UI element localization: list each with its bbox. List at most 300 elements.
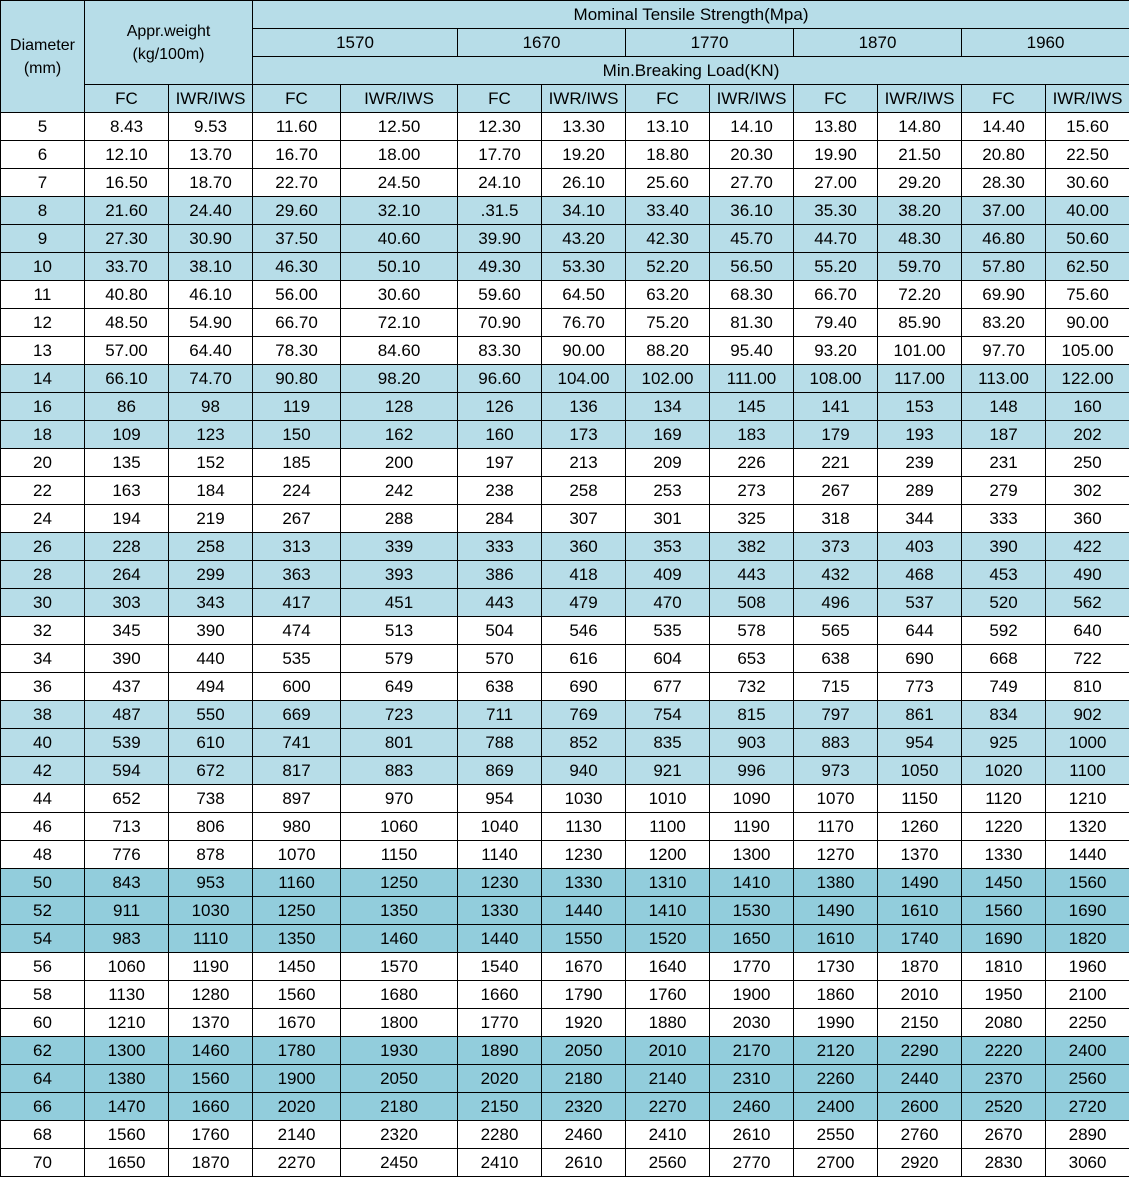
value-cell: 202	[1046, 421, 1129, 449]
value-cell: 27.70	[710, 169, 794, 197]
value-cell: 2310	[710, 1065, 794, 1093]
value-cell: 1950	[962, 981, 1046, 1009]
diameter-header	[1, 1, 85, 113]
value-cell: .31.5	[458, 197, 542, 225]
value-cell: 26.10	[542, 169, 626, 197]
value-cell: 487	[85, 701, 169, 729]
value-cell: 1770	[458, 1009, 542, 1037]
value-cell: 160	[458, 421, 542, 449]
value-cell: 2020	[458, 1065, 542, 1093]
table-row	[1, 841, 1129, 869]
table-row	[1, 197, 1129, 225]
value-cell: 1860	[794, 981, 878, 1009]
value-cell: 1410	[710, 869, 794, 897]
value-cell: 550	[169, 701, 253, 729]
value-cell: 64.40	[169, 337, 253, 365]
diameter-cell: 11	[1, 281, 85, 309]
diameter-cell: 50	[1, 869, 85, 897]
value-cell: 1250	[341, 869, 458, 897]
value-cell: 496	[794, 589, 878, 617]
table-row	[1, 365, 1129, 393]
value-cell: 1880	[626, 1009, 710, 1037]
table-row	[1, 897, 1129, 925]
value-cell: 13.70	[169, 141, 253, 169]
diameter-cell: 56	[1, 953, 85, 981]
value-cell: 1560	[962, 897, 1046, 925]
table-row	[1, 869, 1129, 897]
value-cell: 104.00	[542, 365, 626, 393]
value-cell: 74.70	[169, 365, 253, 393]
diameter-cell: 40	[1, 729, 85, 757]
value-cell: 134	[626, 393, 710, 421]
value-cell: 83.30	[458, 337, 542, 365]
table-row	[1, 337, 1129, 365]
value-cell: 313	[253, 533, 341, 561]
value-cell: 494	[169, 673, 253, 701]
value-cell: 1650	[710, 925, 794, 953]
value-cell: 59.70	[878, 253, 962, 281]
value-cell: 2250	[1046, 1009, 1129, 1037]
value-cell: 194	[85, 505, 169, 533]
value-cell: 267	[794, 477, 878, 505]
value-cell: 738	[169, 785, 253, 813]
diameter-cell: 70	[1, 1149, 85, 1177]
value-cell: 1570	[341, 953, 458, 981]
value-cell: 333	[458, 533, 542, 561]
breaking-load-header: Min.Breaking Load(KN)	[253, 57, 1129, 85]
value-cell: 579	[341, 645, 458, 673]
table-row	[1, 729, 1129, 757]
value-cell: 35.30	[794, 197, 878, 225]
value-cell: 1730	[794, 953, 878, 981]
value-cell: 1070	[794, 785, 878, 813]
value-cell: 1200	[626, 841, 710, 869]
table-row	[1, 393, 1129, 421]
value-cell: 1740	[878, 925, 962, 953]
value-cell: 52.20	[626, 253, 710, 281]
value-cell: 14.10	[710, 113, 794, 141]
value-cell: 50.10	[341, 253, 458, 281]
value-cell: 2560	[626, 1149, 710, 1177]
fc-header-1670: FC	[458, 85, 542, 113]
value-cell: 1030	[542, 785, 626, 813]
value-cell: 2270	[253, 1149, 341, 1177]
diameter-cell: 18	[1, 421, 85, 449]
value-cell: 1150	[341, 841, 458, 869]
iwr-header-1870: IWR/IWS	[878, 85, 962, 113]
value-cell: 109	[85, 421, 169, 449]
value-cell: 238	[458, 477, 542, 505]
value-cell: 1450	[253, 953, 341, 981]
value-cell: 490	[1046, 561, 1129, 589]
value-cell: 185	[253, 449, 341, 477]
value-cell: 2460	[710, 1093, 794, 1121]
value-cell: 1070	[253, 841, 341, 869]
value-cell: 15.60	[1046, 113, 1129, 141]
value-cell: 668	[962, 645, 1046, 673]
value-cell: 1660	[458, 981, 542, 1009]
value-cell: 797	[794, 701, 878, 729]
value-cell: 1030	[169, 897, 253, 925]
table-row	[1, 421, 1129, 449]
grade-header-1570: 1570	[253, 29, 458, 57]
value-cell: 1380	[85, 1065, 169, 1093]
diameter-cell: 44	[1, 785, 85, 813]
value-cell: 63.20	[626, 281, 710, 309]
grade-header-1870: 1870	[794, 29, 962, 57]
diameter-cell: 32	[1, 617, 85, 645]
value-cell: 111.00	[710, 365, 794, 393]
value-cell: 3060	[1046, 1149, 1129, 1177]
value-cell: 68.30	[710, 281, 794, 309]
value-cell: 43.20	[542, 225, 626, 253]
value-cell: 39.90	[458, 225, 542, 253]
value-cell: 1260	[878, 813, 962, 841]
value-cell: 834	[962, 701, 1046, 729]
diameter-cell: 16	[1, 393, 85, 421]
value-cell: 1040	[458, 813, 542, 841]
value-cell: 122.00	[1046, 365, 1129, 393]
value-cell: 1440	[542, 897, 626, 925]
value-cell: 1350	[253, 925, 341, 953]
value-cell: 1690	[962, 925, 1046, 953]
value-cell: 12.30	[458, 113, 542, 141]
value-cell: 101.00	[878, 337, 962, 365]
value-cell: 373	[794, 533, 878, 561]
value-cell: 126	[458, 393, 542, 421]
weight-fc-header: FC	[85, 85, 169, 113]
value-cell: 12.10	[85, 141, 169, 169]
value-cell: 2170	[710, 1037, 794, 1065]
value-cell: 29.60	[253, 197, 341, 225]
value-cell: 84.60	[341, 337, 458, 365]
value-cell: 119	[253, 393, 341, 421]
table-row	[1, 141, 1129, 169]
value-cell: 2140	[626, 1065, 710, 1093]
value-cell: 903	[710, 729, 794, 757]
value-cell: 535	[253, 645, 341, 673]
diameter-cell: 26	[1, 533, 85, 561]
diameter-cell: 24	[1, 505, 85, 533]
value-cell: 2100	[1046, 981, 1129, 1009]
value-cell: 258	[542, 477, 626, 505]
value-cell: 2030	[710, 1009, 794, 1037]
value-cell: 2600	[878, 1093, 962, 1121]
value-cell: 610	[169, 729, 253, 757]
value-cell: 1100	[626, 813, 710, 841]
value-cell: 102.00	[626, 365, 710, 393]
value-cell: 513	[341, 617, 458, 645]
value-cell: 843	[85, 869, 169, 897]
table-row	[1, 533, 1129, 561]
value-cell: 1090	[710, 785, 794, 813]
value-cell: 98	[169, 393, 253, 421]
value-cell: 801	[341, 729, 458, 757]
value-cell: 520	[962, 589, 1046, 617]
value-cell: 715	[794, 673, 878, 701]
value-cell: 443	[458, 589, 542, 617]
value-cell: 19.20	[542, 141, 626, 169]
table-header	[1, 1, 1129, 113]
value-cell: 983	[85, 925, 169, 953]
value-cell: 1330	[962, 841, 1046, 869]
value-cell: 86	[85, 393, 169, 421]
value-cell: 1110	[169, 925, 253, 953]
value-cell: 422	[1046, 533, 1129, 561]
value-cell: 9.53	[169, 113, 253, 141]
value-cell: 184	[169, 477, 253, 505]
value-cell: 468	[878, 561, 962, 589]
value-cell: 604	[626, 645, 710, 673]
value-cell: 1900	[253, 1065, 341, 1093]
value-cell: 183	[710, 421, 794, 449]
value-cell: 36.10	[710, 197, 794, 225]
value-cell: 508	[710, 589, 794, 617]
value-cell: 27.00	[794, 169, 878, 197]
table-row	[1, 169, 1129, 197]
value-cell: 135	[85, 449, 169, 477]
value-cell: 1490	[878, 869, 962, 897]
table-row	[1, 589, 1129, 617]
value-cell: 66.70	[253, 309, 341, 337]
value-cell: 2020	[253, 1093, 341, 1121]
value-cell: 883	[794, 729, 878, 757]
value-cell: 55.20	[794, 253, 878, 281]
value-cell: 921	[626, 757, 710, 785]
value-cell: 1160	[253, 869, 341, 897]
value-cell: 390	[169, 617, 253, 645]
value-cell: 53.30	[542, 253, 626, 281]
value-cell: 14.80	[878, 113, 962, 141]
diameter-cell: 20	[1, 449, 85, 477]
value-cell: 16.70	[253, 141, 341, 169]
value-cell: 1330	[458, 897, 542, 925]
value-cell: 48.50	[85, 309, 169, 337]
value-cell: 390	[85, 645, 169, 673]
diameter-label: Diameter	[10, 36, 75, 54]
value-cell: 96.60	[458, 365, 542, 393]
fc-header-1870: FC	[794, 85, 878, 113]
table-row	[1, 309, 1129, 337]
value-cell: 37.50	[253, 225, 341, 253]
value-cell: 1810	[962, 953, 1046, 981]
value-cell: 902	[1046, 701, 1129, 729]
value-cell: 649	[341, 673, 458, 701]
value-cell: 644	[878, 617, 962, 645]
table-row	[1, 645, 1129, 673]
value-cell: 2610	[710, 1121, 794, 1149]
value-cell: 754	[626, 701, 710, 729]
value-cell: 2560	[1046, 1065, 1129, 1093]
value-cell: 289	[878, 477, 962, 505]
value-cell: 20.80	[962, 141, 1046, 169]
value-cell: 2440	[878, 1065, 962, 1093]
value-cell: 1100	[1046, 757, 1129, 785]
value-cell: 226	[710, 449, 794, 477]
diameter-cell: 64	[1, 1065, 85, 1093]
table-row	[1, 281, 1129, 309]
value-cell: 1680	[341, 981, 458, 1009]
value-cell: 288	[341, 505, 458, 533]
value-cell: 1120	[962, 785, 1046, 813]
value-cell: 56.50	[710, 253, 794, 281]
value-cell: 1020	[962, 757, 1046, 785]
value-cell: 2400	[1046, 1037, 1129, 1065]
value-cell: 193	[878, 421, 962, 449]
diameter-cell: 5	[1, 113, 85, 141]
value-cell: 2140	[253, 1121, 341, 1149]
value-cell: 267	[253, 505, 341, 533]
value-cell: 38.10	[169, 253, 253, 281]
value-cell: 24.40	[169, 197, 253, 225]
value-cell: 565	[794, 617, 878, 645]
table-row	[1, 925, 1129, 953]
value-cell: 1760	[626, 981, 710, 1009]
value-cell: 2890	[1046, 1121, 1129, 1149]
value-cell: 1460	[169, 1037, 253, 1065]
diameter-cell: 13	[1, 337, 85, 365]
value-cell: 690	[878, 645, 962, 673]
value-cell: 1130	[85, 981, 169, 1009]
value-cell: 2610	[542, 1149, 626, 1177]
value-cell: 62.50	[1046, 253, 1129, 281]
value-cell: 386	[458, 561, 542, 589]
value-cell: 83.20	[962, 309, 1046, 337]
value-cell: 13.10	[626, 113, 710, 141]
table-row	[1, 561, 1129, 589]
value-cell: 93.20	[794, 337, 878, 365]
value-cell: 1370	[878, 841, 962, 869]
value-cell: 40.80	[85, 281, 169, 309]
value-cell: 1210	[85, 1009, 169, 1037]
value-cell: 21.60	[85, 197, 169, 225]
value-cell: 22.70	[253, 169, 341, 197]
value-cell: 30.60	[341, 281, 458, 309]
fc-header-1770: FC	[626, 85, 710, 113]
value-cell: 44.70	[794, 225, 878, 253]
table-row	[1, 225, 1129, 253]
value-cell: 954	[878, 729, 962, 757]
value-cell: 56.00	[253, 281, 341, 309]
value-cell: 45.70	[710, 225, 794, 253]
value-cell: 1190	[169, 953, 253, 981]
value-cell: 1150	[878, 785, 962, 813]
value-cell: 883	[341, 757, 458, 785]
value-cell: 18.70	[169, 169, 253, 197]
value-cell: 504	[458, 617, 542, 645]
value-cell: 562	[1046, 589, 1129, 617]
value-cell: 18.00	[341, 141, 458, 169]
value-cell: 85.90	[878, 309, 962, 337]
value-cell: 2120	[794, 1037, 878, 1065]
value-cell: 50.60	[1046, 225, 1129, 253]
value-cell: 479	[542, 589, 626, 617]
value-cell: 59.60	[458, 281, 542, 309]
weight-label: Appr.weight	[126, 22, 211, 40]
value-cell: 1960	[1046, 953, 1129, 981]
value-cell: 1060	[85, 953, 169, 981]
value-cell: 1350	[341, 897, 458, 925]
value-cell: 37.00	[962, 197, 1046, 225]
value-cell: 638	[794, 645, 878, 673]
value-cell: 2080	[962, 1009, 1046, 1037]
value-cell: 162	[341, 421, 458, 449]
value-cell: 690	[542, 673, 626, 701]
value-cell: 578	[710, 617, 794, 645]
value-cell: 302	[1046, 477, 1129, 505]
value-cell: 1460	[341, 925, 458, 953]
value-cell: 806	[169, 813, 253, 841]
value-cell: 1140	[458, 841, 542, 869]
value-cell: 1800	[341, 1009, 458, 1037]
value-cell: 32.10	[341, 197, 458, 225]
diameter-cell: 42	[1, 757, 85, 785]
value-cell: 1250	[253, 897, 341, 925]
value-cell: 1820	[1046, 925, 1129, 953]
value-cell: 29.20	[878, 169, 962, 197]
value-cell: 1440	[1046, 841, 1129, 869]
value-cell: 231	[962, 449, 1046, 477]
value-cell: 2320	[542, 1093, 626, 1121]
value-cell: 11.60	[253, 113, 341, 141]
value-cell: 258	[169, 533, 253, 561]
value-cell: 1770	[710, 953, 794, 981]
value-cell: 141	[794, 393, 878, 421]
table-row	[1, 981, 1129, 1009]
value-cell: 749	[962, 673, 1046, 701]
value-cell: 2010	[878, 981, 962, 1009]
value-cell: 48.30	[878, 225, 962, 253]
diameter-cell: 38	[1, 701, 85, 729]
value-cell: 153	[878, 393, 962, 421]
diameter-cell: 66	[1, 1093, 85, 1121]
weight-iwr-header: IWR/IWS	[169, 85, 253, 113]
value-cell: 264	[85, 561, 169, 589]
value-cell: 2050	[542, 1037, 626, 1065]
value-cell: 776	[85, 841, 169, 869]
value-cell: 1230	[458, 869, 542, 897]
iwr-header-1770: IWR/IWS	[710, 85, 794, 113]
value-cell: 2830	[962, 1149, 1046, 1177]
value-cell: 1190	[710, 813, 794, 841]
value-cell: 173	[542, 421, 626, 449]
value-cell: 535	[626, 617, 710, 645]
value-cell: 253	[626, 477, 710, 505]
value-cell: 57.00	[85, 337, 169, 365]
value-cell: 1450	[962, 869, 1046, 897]
value-cell: 69.90	[962, 281, 1046, 309]
diameter-cell: 60	[1, 1009, 85, 1037]
value-cell: 616	[542, 645, 626, 673]
diameter-cell: 6	[1, 141, 85, 169]
value-cell: 360	[1046, 505, 1129, 533]
diameter-cell: 10	[1, 253, 85, 281]
value-cell: 344	[878, 505, 962, 533]
value-cell: 1060	[341, 813, 458, 841]
value-cell: 1920	[542, 1009, 626, 1037]
table-row	[1, 1121, 1129, 1149]
value-cell: 409	[626, 561, 710, 589]
value-cell: 1610	[794, 925, 878, 953]
value-cell: 24.10	[458, 169, 542, 197]
value-cell: 1670	[542, 953, 626, 981]
diameter-cell: 52	[1, 897, 85, 925]
value-cell: 1210	[1046, 785, 1129, 813]
value-cell: 105.00	[1046, 337, 1129, 365]
value-cell: 343	[169, 589, 253, 617]
value-cell: 1560	[1046, 869, 1129, 897]
value-cell: 8.43	[85, 113, 169, 141]
